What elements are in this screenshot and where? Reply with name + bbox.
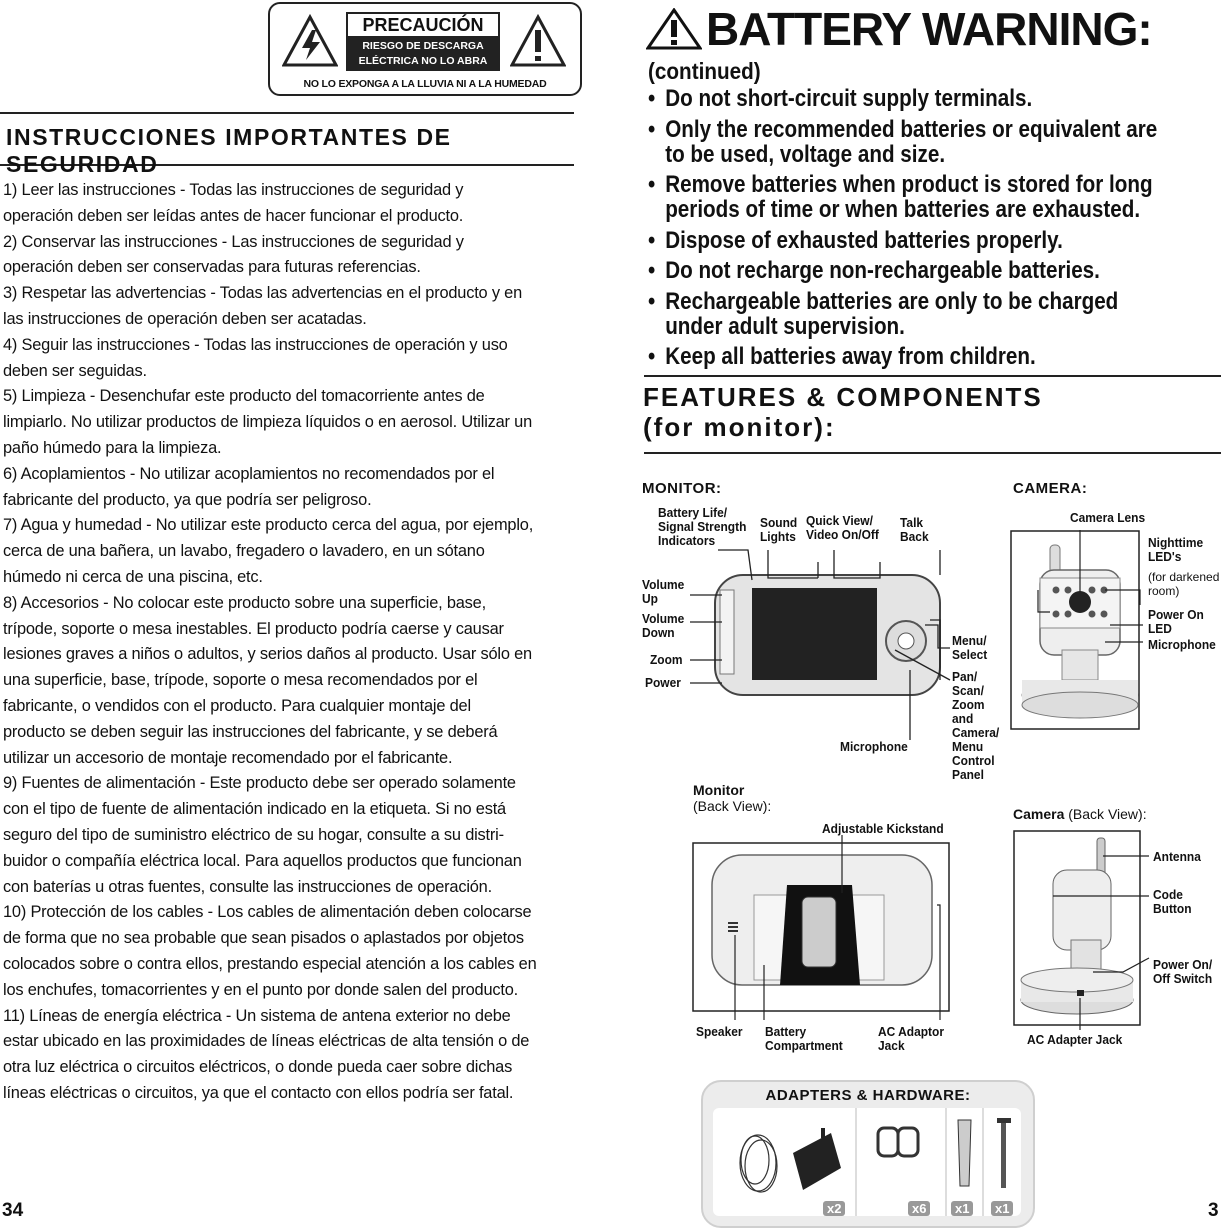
monitor-section-title: MONITOR: <box>642 480 722 497</box>
label-antenna: Antenna <box>1153 849 1201 864</box>
screw-count-badge <box>991 1200 1013 1218</box>
safety-instruction-line: fabricante, o vendidos con el producto. Para cualquier montaje del <box>3 696 471 715</box>
label-darkened-room: (for darkened room) <box>1148 570 1220 598</box>
label-volume-down: Volume Down <box>642 611 685 640</box>
safety-instruction-line: fabricante del producto, ya que podría ser peligroso. <box>3 490 372 509</box>
label-power-switch: Power On/ Off Switch <box>1153 957 1213 986</box>
camera-back-title <box>1013 806 1147 822</box>
adapters-icons <box>713 1108 1021 1216</box>
label-camera-lens: Camera Lens <box>1070 510 1146 525</box>
adapters-panel <box>701 1080 1035 1228</box>
monitor-back-title-text: Monitor <box>693 782 745 798</box>
caution-subtitle <box>346 38 500 71</box>
label-talk-back: Talk Back <box>900 515 929 544</box>
safety-instruction-line: seguro del tipo de suministro eléctrico de su hogar, consulte a su distri- <box>3 825 504 844</box>
label-kickstand: Adjustable Kickstand <box>822 821 944 836</box>
battery-warning-title: BATTERY WARNING: <box>706 3 1152 55</box>
safety-instruction-line: 6) Acoplamientos - No utilizar acoplamientos no recomendados por el <box>3 464 495 483</box>
adapters-title: ADAPTERS & HARDWARE: <box>765 1087 971 1104</box>
anchor-count-badge <box>951 1200 973 1218</box>
camera-back-title-text: Camera <box>1013 806 1065 822</box>
battery-warning-continued: (continued) <box>648 58 761 84</box>
safety-instruction-line: deben ser seguidas. <box>3 361 147 380</box>
adapters-grid <box>713 1108 1021 1216</box>
safety-instruction-line: una superficie, base, trípode, soporte o mesa recomendados por el <box>3 671 478 690</box>
page-number-left: 34 <box>2 1200 24 1221</box>
cable-clip-icon <box>878 1128 918 1156</box>
divider <box>644 452 1221 454</box>
label-pan-scan-zoom: Pan/ Scan/ Zoom and Camera/ Menu Control Panel <box>952 669 1000 782</box>
battery-warning-heading <box>646 4 1152 54</box>
safety-instruction-line: con baterías u otras fuentes, consulte las instrucciones de operación. <box>3 877 492 896</box>
monitor-back-diagram <box>692 835 952 1020</box>
adapter-count-badge <box>823 1200 845 1218</box>
label-nighttime-leds: Nighttime LED's <box>1148 535 1204 564</box>
monitor-back-title <box>693 782 771 814</box>
caution-title: PRECAUCIÓN <box>346 12 500 38</box>
safety-instruction-line: otra luz eléctrica o circuitos eléctricos, o donde pueda caer sobre dichas <box>3 1058 513 1077</box>
battery-warning-item: • Do not short-circuit supply terminals. <box>648 86 1164 111</box>
safety-instruction-line: húmedo ni cerca de una piscina, etc. <box>3 567 263 586</box>
battery-warning-item: • Do not recharge non-rechargeable batteries. <box>648 258 1164 283</box>
safety-instruction-line: 1) Leer las instrucciones - Todas las instrucciones de seguridad y <box>3 181 464 199</box>
safety-instruction-line: 4) Seguir las instrucciones - Todas las instrucciones de operación y uso <box>3 335 508 354</box>
label-camera-microphone: Microphone <box>1148 637 1216 652</box>
safety-instruction-line: 9) Fuentes de alimentación - Este producto debe ser operado solamente <box>3 774 516 793</box>
safety-instruction-line: 7) Agua y humedad - No utilizar este producto cerca del agua, por ejemplo, <box>3 516 534 535</box>
battery-warning-item: • Dispose of exhausted batteries properly. <box>648 228 1164 253</box>
battery-warning-item: • Only the recommended batteries or equivalent are to be used, voltage and size. <box>648 117 1164 167</box>
safety-instruction-line: cerca de una bañera, un lavabo, fregadero o lavadero, en un sótano <box>3 542 485 561</box>
safety-instruction-line: estar ubicado en las proximidades de líneas eléctricas de alta tensión o de <box>3 1032 530 1051</box>
safety-instruction-line: 5) Limpieza - Desenchufar este producto del tomacorriente antes de <box>3 387 485 406</box>
label-speaker: Speaker <box>696 1024 743 1039</box>
safety-instruction-line: colocados sobre o contra ellos, prestando especial atención a los cables en <box>3 954 537 973</box>
safety-instruction-line: utilizar un accesorio de montaje recomendado por el fabricante. <box>3 748 453 767</box>
label-power: Power <box>645 675 681 690</box>
screw-count: x1 <box>991 1201 1013 1216</box>
battery-warning-item: • Keep all batteries away from children. <box>648 344 1164 369</box>
safety-instruction-line: 10) Protección de los cables - Los cables de alimentación deben colocarse <box>3 903 532 922</box>
battery-warning-item: • Remove batteries when product is stored for long periods of time or when batteries are exhausted. <box>648 172 1164 222</box>
safety-instruction-line: limpiarlo. No utilizar productos de limpieza líquidos o en aerosol. Utilizar un <box>3 413 532 432</box>
safety-instruction-line: líneas eléctricas o circuitos, ya que el contacto con ellos podría ser fatal. <box>3 1083 514 1102</box>
safety-instruction-line: lesiones graves a niños o adultos, y serios daños al producto. Usar sólo en <box>3 645 532 664</box>
electric-shock-warning-icon <box>282 14 338 68</box>
power-adapter-icon <box>740 1128 841 1192</box>
safety-instruction-line: producto se deben seguir las instrucciones del fabricante, y se deberá <box>3 722 498 741</box>
label-battery-compartment: Battery Compartment <box>765 1024 843 1053</box>
safety-instruction-line: con el tipo de fuente de alimentación indicado en la etiqueta. Si no está <box>3 800 506 819</box>
adapter-count: x2 <box>823 1201 845 1216</box>
safety-instruction-line: los enchufes, tomacorrientes y en el punto por donde salen del producto. <box>3 980 518 999</box>
safety-instruction-line: 8) Accesorios - No colocar este producto sobre una superficie, base, <box>3 593 486 612</box>
caution-subtitle-line1: RIESGO DE DESCARGA <box>362 40 484 52</box>
safety-instruction-line: trípode, soporte o mesa inestables. El producto podría caerse y causar <box>3 619 504 638</box>
monitor-back-subtitle: (Back View): <box>693 798 772 814</box>
safety-heading: INSTRUCCIONES IMPORTANTES DE SEGURIDAD <box>6 124 452 177</box>
features-heading <box>643 382 1043 442</box>
divider <box>644 375 1221 377</box>
clip-count: x6 <box>908 1201 930 1216</box>
safety-heading-bar <box>0 112 574 177</box>
caution-label <box>268 2 582 96</box>
label-menu-select: Menu/ Select <box>952 633 988 662</box>
caution-subtitle-line2: ELÉCTRICA NO LO ABRA <box>358 55 488 67</box>
label-ac-adapter-jack: AC Adapter Jack <box>1027 1032 1123 1047</box>
label-code-button: Code Button <box>1153 887 1192 916</box>
safety-instruction-line: operación deben ser leídas antes de hacer funcionar el producto. <box>3 206 464 225</box>
label-ac-adaptor-jack: AC Adaptor Jack <box>878 1024 945 1053</box>
exclamation-warning-icon <box>510 14 566 68</box>
safety-instructions <box>3 178 583 1107</box>
safety-instruction-line: 2) Conservar las instrucciones - Las instrucciones de seguridad y <box>3 232 464 251</box>
screw-icon <box>997 1118 1011 1188</box>
anchor-count: x1 <box>951 1201 973 1216</box>
page-number-right: 3 <box>1208 1200 1219 1221</box>
camera-section-title: CAMERA: <box>1013 480 1088 497</box>
safety-instruction-line: 11) Líneas de energía eléctrica - Un sistema de antena exterior no debe <box>3 1006 511 1025</box>
safety-instruction-line: operación deben ser conservadas para futuras referencias. <box>3 258 421 277</box>
safety-instruction-line: de forma que no sea probable que sean pisados o aplastados por objetos <box>3 929 524 948</box>
label-zoom: Zoom <box>650 652 683 667</box>
safety-instruction-line: 3) Respetar las advertencias - Todas las advertencias en el producto y en <box>3 284 522 303</box>
battery-warning-item: • Rechargeable batteries are only to be charged under adult supervision. <box>648 289 1164 339</box>
safety-instruction-line: las instrucciones de operación deben ser acatadas. <box>3 309 367 328</box>
clip-count-badge <box>908 1200 930 1218</box>
label-microphone: Microphone <box>840 739 908 754</box>
features-heading-line1: FEATURES & COMPONENTS <box>643 382 1043 412</box>
features-heading-line2: (for monitor): <box>643 412 836 442</box>
caution-caption: NO LO EXPONGA A LA LLUVIA NI A LA HUMEDAD <box>303 78 547 90</box>
label-quick-view: Quick View/ Video On/Off <box>806 513 879 542</box>
label-battery-indicators: Battery Life/ Signal Strength Indicators <box>658 505 747 548</box>
label-sound-lights: Sound Lights <box>760 515 798 544</box>
wall-anchor-icon <box>958 1120 971 1186</box>
label-power-led: Power On LED <box>1148 607 1204 636</box>
camera-back-subtitle: (Back View): <box>1068 806 1147 822</box>
safety-instruction-line: paño húmedo para la limpieza. <box>3 438 222 457</box>
battery-warning-list <box>648 86 1164 375</box>
label-volume-up: Volume Up <box>642 577 685 606</box>
safety-instruction-line: buidor o compañía eléctrica local. Para aquellos productos que funcionan <box>3 851 522 870</box>
